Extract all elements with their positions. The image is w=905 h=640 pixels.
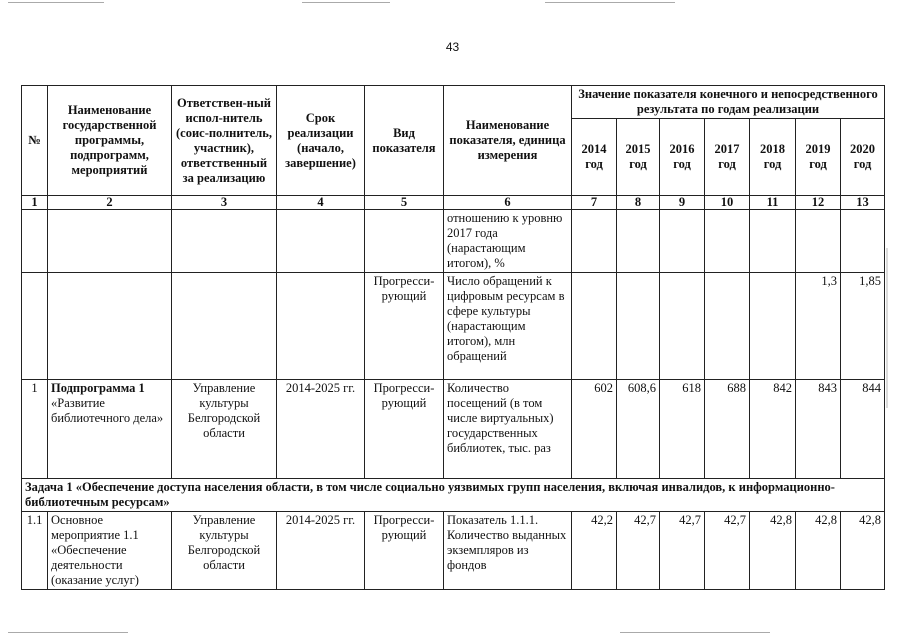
row-value <box>705 210 750 273</box>
row-value <box>660 210 705 273</box>
row-term: 2014-2025 гг. <box>277 380 365 479</box>
column-number: 6 <box>444 196 572 210</box>
row-value: 42,2 <box>572 512 617 590</box>
row-value <box>617 273 660 380</box>
row-indicator: Показатель 1.1.1. Количество выданных экземпляров из фондов <box>444 512 572 590</box>
row-value: 42,7 <box>660 512 705 590</box>
row-term: 2014-2025 гг. <box>277 512 365 590</box>
header-program-name: Наименование государственной программы, подпрограмм, мероприятий <box>48 86 172 196</box>
row-value <box>750 210 796 273</box>
row-value <box>750 273 796 380</box>
indicators-table <box>21 85 885 590</box>
top-edge-line-left <box>8 2 104 3</box>
row-value <box>572 210 617 273</box>
top-edge-line-mid <box>302 2 390 3</box>
row-indicator: отношению к уровню 2017 года (нарастающим итогом), % <box>444 210 572 273</box>
row-value: 42,8 <box>796 512 841 590</box>
header-year: 2016 год <box>660 119 705 196</box>
row-no <box>22 210 48 273</box>
row-no <box>22 273 48 380</box>
row-value <box>617 210 660 273</box>
row-value <box>572 273 617 380</box>
header-year: 2018 год <box>750 119 796 196</box>
row-value: 844 <box>841 380 885 479</box>
page-number: 43 <box>445 40 460 54</box>
header-values-group: Значение показателя конечного и непосредственного результата по годам реализации <box>572 86 885 119</box>
header-indicator-name: Наименование показателя, единица измерения <box>444 86 572 196</box>
row-value <box>796 210 841 273</box>
top-edge-line-right <box>545 2 675 3</box>
table-row <box>22 273 885 380</box>
row-responsible <box>172 210 277 273</box>
row-type <box>365 210 444 273</box>
row-value <box>841 210 885 273</box>
header-term: Срок реализации (начало, завершение) <box>277 86 365 196</box>
column-number: 1 <box>22 196 48 210</box>
row-value: 42,7 <box>617 512 660 590</box>
row-value: 42,7 <box>705 512 750 590</box>
column-number: 3 <box>172 196 277 210</box>
column-number: 4 <box>277 196 365 210</box>
row-program <box>48 273 172 380</box>
row-program: Основное мероприятие 1.1 «Обеспечение деятельности (оказание услуг) <box>48 512 172 590</box>
table-row <box>22 380 885 479</box>
task-row <box>22 479 885 512</box>
column-number: 10 <box>705 196 750 210</box>
row-value: 42,8 <box>841 512 885 590</box>
row-type: Прогресси-рующий <box>365 512 444 590</box>
row-value: 1,3 <box>796 273 841 380</box>
column-number: 5 <box>365 196 444 210</box>
row-responsible: Управление культуры Белгородской области <box>172 380 277 479</box>
row-value: 842 <box>750 380 796 479</box>
subprogram-name: «Развитие библиотечного дела» <box>51 396 164 425</box>
row-indicator: Количество посещений (в том числе виртуальных) государственных библиотек, тыс. раз <box>444 380 572 479</box>
header-year: 2017 год <box>705 119 750 196</box>
row-value: 602 <box>572 380 617 479</box>
task-text: Задача 1 «Обеспечение доступа населения области, в том числе социально уязвимых групп населения, включая инвалидов, к информационно-библиотечным ресурсам» <box>22 479 885 512</box>
row-value <box>660 273 705 380</box>
column-number: 9 <box>660 196 705 210</box>
row-term <box>277 210 365 273</box>
table-row <box>22 210 885 273</box>
column-number: 12 <box>796 196 841 210</box>
row-responsible: Управление культуры Белгородской области <box>172 512 277 590</box>
column-number: 2 <box>48 196 172 210</box>
header-year: 2014 год <box>572 119 617 196</box>
row-type: Прогресси-рующий <box>365 380 444 479</box>
subprogram-title: Подпрограмма 1 <box>51 381 145 395</box>
header-indicator-type: Вид показателя <box>365 86 444 196</box>
row-value: 843 <box>796 380 841 479</box>
row-program <box>48 380 172 479</box>
bottom-edge-line-right <box>620 632 770 633</box>
column-number: 7 <box>572 196 617 210</box>
scan-artifact-mark <box>886 248 888 408</box>
column-number: 11 <box>750 196 796 210</box>
column-number: 8 <box>617 196 660 210</box>
row-type: Прогресси-рующий <box>365 273 444 380</box>
row-program <box>48 210 172 273</box>
row-value: 688 <box>705 380 750 479</box>
row-value: 618 <box>660 380 705 479</box>
bottom-edge-line-left <box>8 632 128 633</box>
row-value: 608,6 <box>617 380 660 479</box>
header-year: 2015 год <box>617 119 660 196</box>
row-value <box>705 273 750 380</box>
row-responsible <box>172 273 277 380</box>
row-no: 1.1 <box>22 512 48 590</box>
column-number-row <box>22 196 885 210</box>
header-year: 2020 год <box>841 119 885 196</box>
row-no: 1 <box>22 380 48 479</box>
header-year: 2019 год <box>796 119 841 196</box>
header-no: № <box>22 86 48 196</box>
row-value: 1,85 <box>841 273 885 380</box>
table-row <box>22 512 885 590</box>
row-indicator: Число обращений к цифровым ресурсам в сфере культуры (нарастающим итогом), млн обращений <box>444 273 572 380</box>
row-term <box>277 273 365 380</box>
header-responsible: Ответствен-ный испол-нитель (соис-полнитель, участник), ответственный за реализацию <box>172 86 277 196</box>
row-value: 42,8 <box>750 512 796 590</box>
column-number: 13 <box>841 196 885 210</box>
